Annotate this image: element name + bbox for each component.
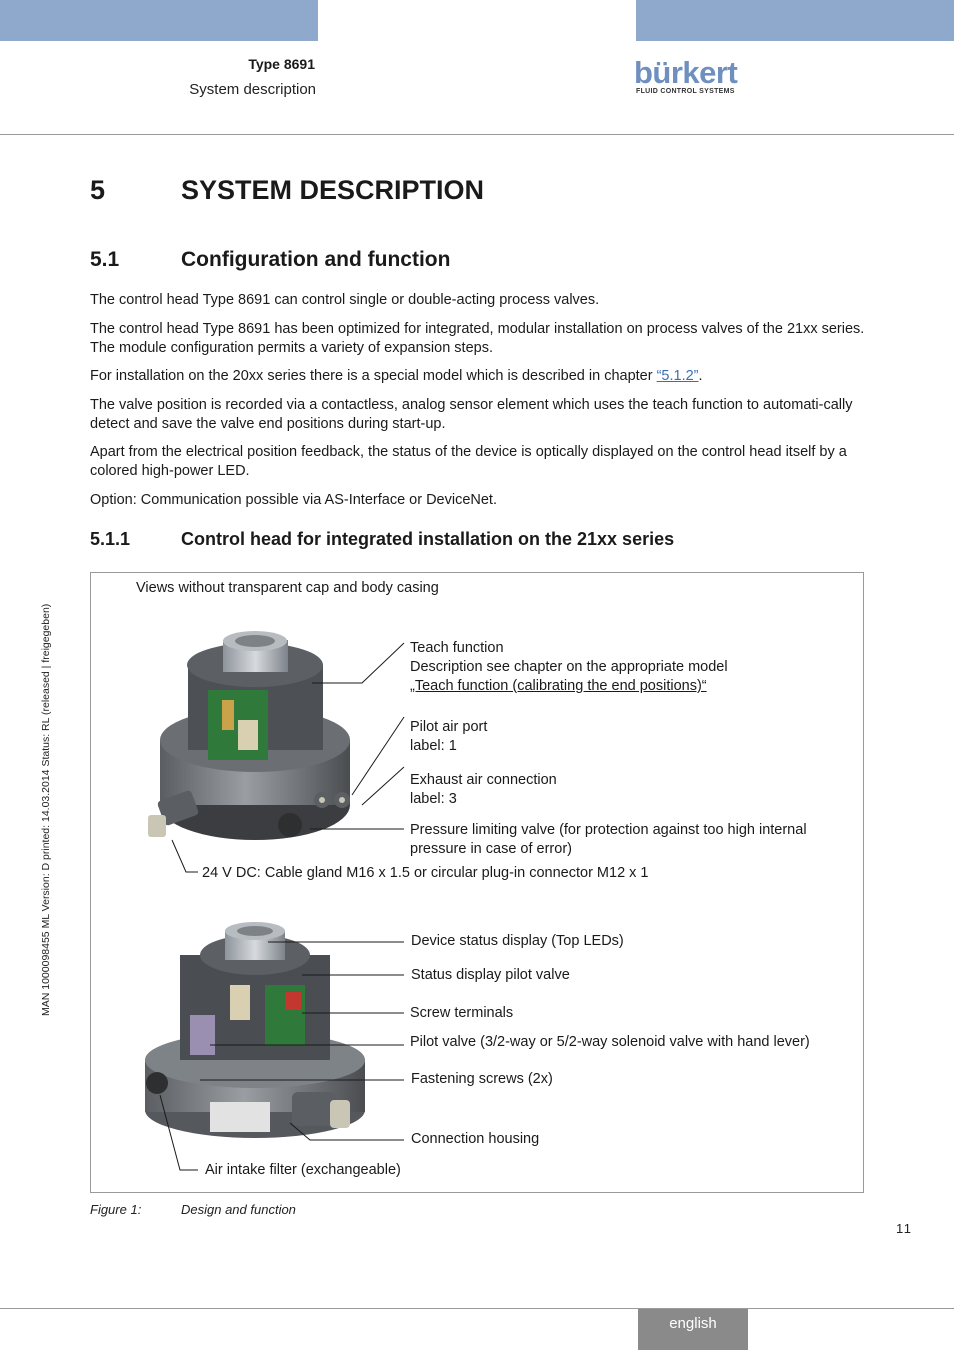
chapter-number: 5 (90, 175, 106, 205)
label-pilot-air-port: Pilot air port (410, 719, 488, 735)
brand-tagline: FLUID CONTROL SYSTEMS (636, 88, 735, 95)
brand-logo: bürkert (634, 55, 738, 90)
header-type-label: Type 8691 (248, 56, 315, 72)
subsection-number: 5.1.1 (90, 529, 131, 549)
subsection-title: Control head for integrated installation on the 21xx series (181, 529, 675, 549)
label-pilot-air-number: label: 1 (410, 738, 457, 754)
paragraph-1: The control head Type 8691 can control single or double-acting process valves. (90, 292, 600, 308)
chapter-link[interactable]: “5.1.2” (656, 368, 699, 384)
label-connection-housing: Connection housing (411, 1131, 540, 1147)
label-teach-description: Description see chapter on the appropriate model (410, 659, 728, 675)
section-number: 5.1 (90, 248, 120, 271)
label-air-intake-filter: Air intake filter (exchangeable) (205, 1162, 401, 1178)
figure-caption-text: Design and function (181, 1202, 296, 1217)
label-exhaust-air: Exhaust air connection (410, 772, 557, 788)
label-status-pilot-valve: Status display pilot valve (411, 967, 570, 983)
document-meta-sidebar: MAN 1000098455 ML Version: D printed: 14.03.2014 Status: RL (released | freigegeben) (40, 603, 52, 1016)
figure-intro: Views without transparent cap and body casing (136, 580, 439, 596)
label-fastening-screws: Fastening screws (2x) (411, 1071, 553, 1087)
footer-divider (0, 1308, 954, 1309)
paragraph-6: Option: Communication possible via AS-Interface or DeviceNet. (90, 492, 497, 508)
control-head-bottom-view (145, 922, 365, 1138)
label-teach-link[interactable]: „Teach function (calibrating the end positions)“ (410, 678, 707, 694)
label-device-status: Device status display (Top LEDs) (411, 933, 624, 949)
label-teach-function: Teach function (410, 640, 504, 656)
control-head-top-view (148, 631, 350, 840)
chapter-title: SYSTEM DESCRIPTION (181, 175, 485, 205)
page-number: 11 (896, 1221, 913, 1236)
section-title: Configuration and function (181, 248, 451, 271)
label-pressure-limiting-1: Pressure limiting valve (for protection against too high internal (410, 822, 807, 838)
paragraph-5: Apart from the electrical position feedback, the status of the device is optically displayed on the control head itself by a colored high-power LED. (90, 444, 847, 479)
label-cable-gland: 24 V DC: Cable gland M16 x 1.5 or circular plug-in connector M12 x 1 (202, 865, 649, 881)
paragraph-3-end: . (698, 368, 703, 384)
paragraph-2: The control head Type 8691 has been optimized for integrated, modular installation on process valves of the 21xx series. The module configuration permits a variety of expansion steps. (90, 321, 865, 356)
paragraph-3-text: For installation on the 20xx series there is a special model which is described in chapter (90, 368, 657, 384)
language-tab[interactable]: english (638, 1309, 748, 1350)
label-screw-terminals: Screw terminals (410, 1005, 514, 1021)
paragraph-4: The valve position is recorded via a contactless, analog sensor element which uses the teach function to automati-cally detect and save the valve end positions during start-up. (90, 397, 853, 432)
label-pressure-limiting-2: pressure in case of error) (410, 841, 572, 857)
label-pilot-valve: Pilot valve (3/2-way or 5/2-way solenoid valve with hand lever) (410, 1034, 810, 1050)
label-exhaust-number: label: 3 (410, 791, 457, 807)
header-section-label: System description (189, 81, 316, 98)
figure-caption-label: Figure 1: (90, 1202, 142, 1217)
